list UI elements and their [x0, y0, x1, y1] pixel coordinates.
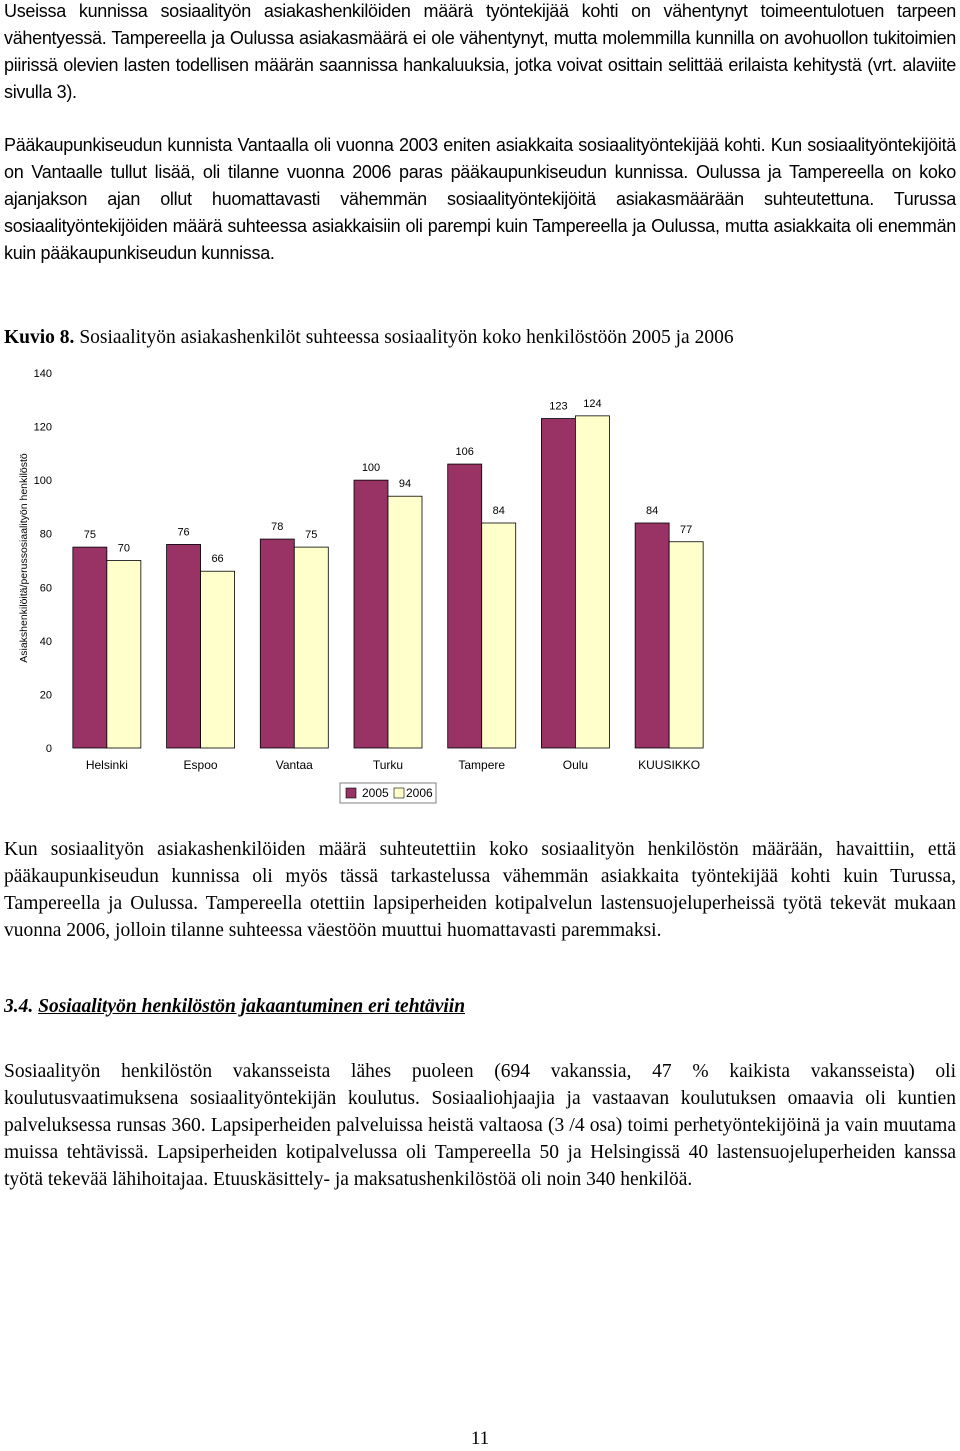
legend-label-2005: 2005	[362, 786, 389, 800]
bar-2006-vantaa	[294, 547, 328, 748]
x-tick-label: Tampere	[458, 758, 506, 772]
bar-2006-kuusikko	[669, 542, 703, 748]
data-label-2005-oulu: 123	[549, 400, 568, 413]
section-title: Sosiaalityön henkilöstön jakaantuminen eri tehtäviin	[38, 996, 466, 1017]
y-tick-label: 20	[39, 689, 52, 702]
paragraph-staff-distribution: Sosiaalityön henkilöstön vakansseista lähes puoleen (694 vakanssia, 47 % kaikista vakansseista) oli koulutusvaatimuksena sosiaalityöntekijän koulutus. Sosiaaliohjaajia ja vastaavan koulutuksen omaavia oli kuntien palveluksessa runsas 360. Lapsiperheiden palveluissa heistä valtaosa (3 /4 osa) toimi perhetyöntekijöinä ja vain muutama muissa tehtävissä. Lapsiperheiden kotipalvelussa oli Tampereella 50 ja Helsingissä 40 lastensuojeluperheiden kanssa työtä tekevää lähihoitajaa. Etuuskäsittely- ja maksatushenkilöstöä oli noin 340 henkilöä.	[4, 1061, 956, 1190]
bar-2006-turku	[388, 496, 422, 748]
data-label-2006-helsinki: 70	[117, 542, 130, 555]
y-tick-label: 40	[39, 635, 52, 648]
bar-2005-kuusikko	[635, 523, 669, 748]
y-tick-label: 80	[39, 528, 52, 541]
bar-2005-helsinki	[73, 547, 107, 748]
figure-caption	[4, 324, 956, 351]
y-axis-ticks	[34, 368, 52, 755]
x-axis-ticks	[86, 758, 700, 772]
x-tick-label: KUUSIKKO	[638, 758, 701, 772]
bar-2006-espoo	[201, 571, 235, 748]
figure-caption-text: Sosiaalityön asiakashenkilöt suhteessa sosiaalityön koko henkilöstöön 2005 ja 2006	[79, 327, 734, 348]
data-label-2005-kuusikko: 84	[646, 505, 659, 517]
section-number: 3.4.	[4, 996, 34, 1017]
data-label-2005-helsinki: 75	[83, 529, 96, 542]
data-label-2006-kuusikko: 77	[680, 523, 693, 536]
x-tick-label: Helsinki	[85, 758, 128, 772]
paragraph-capital-region: Pääkaupunkiseudun kunnista Vantaalla oli vuonna 2003 eniten asiakkaita sosiaalityöntekijää kohti. Kun sosiaalityöntekijöitä on Vantaalle tullut lisää, oli tilanne vuonna 2006 paras pääkaupunkiseudun kunnissa. Oulussa ja Tampereella on koko ajanjakson ajan ollut huomattavasti vähemmän sosiaalityöntekijöitä asiakasmäärään suhteutettuna. Turussa sosiaalityöntekijöiden määrä suhteessa asiakkaisiin oli parempi kuin Tampereella ja Oulussa, mutta asiakkaita oli enemmän kuin pääkaupunkiseudun kunnissa.	[4, 135, 956, 263]
figure-label: Kuvio 8.	[4, 327, 75, 348]
data-label-2006-oulu: 124	[583, 397, 602, 410]
bar-2006-helsinki	[107, 561, 141, 749]
y-tick-label: 120	[33, 421, 52, 434]
bar-2005-tampere	[448, 464, 482, 748]
data-label-2006-turku: 94	[398, 478, 412, 491]
y-tick-label: 0	[45, 743, 52, 755]
paragraph-intro: Useissa kunnissa sosiaalityön asiakashenkilöiden määrä työntekijää kohti on vähentynyt toimeentulotuen tarpeen vähentyessä. Tampereella ja Oulussa asiakasmäärä ei ole vähentynyt, mutta molemmilla kunnilla on avohuollon tukitoimien piirissä olevien lasten todellisen määrän saannissa hankaluuksia, jotka voivat osittain selittää erilaista kehitystä (vrt. alaviite sivulla 3).	[4, 1, 956, 102]
data-label-2006-tampere: 84	[492, 505, 505, 517]
x-tick-label: Turku	[372, 758, 404, 772]
bar-2005-turku	[354, 480, 388, 748]
legend-swatch-2005	[346, 788, 356, 798]
bar-chart	[0, 360, 960, 810]
chart-legend	[340, 783, 436, 803]
y-axis-label: Asiakshenkilöitä/perussosiaalityön henkilöstö	[18, 453, 30, 663]
data-label-2005-tampere: 106	[455, 446, 474, 459]
y-tick-label: 60	[39, 582, 52, 595]
y-tick-label: 100	[33, 475, 52, 488]
paragraph-staff-comparison: Kun sosiaalityön asiakashenkilöiden määrä suhteutettiin koko sosiaalityön henkilöstön määrään, havaittiin, että pääkaupunkiseudun kunnissa oli myös tässä tarkastelussa vähemmän asiakkaita työntekijää kohti kuin Turussa, Tampereella ja Oulussa. Tampereella otettiin lapsiperheiden kotipalvelun lastensuojeluperheissä työtä tekevät mukaan vuonna 2006, jolloin tilanne suhteessa väestöön muuttui huomattavasti paremmaksi.	[4, 839, 956, 941]
bar-2005-vantaa	[260, 539, 294, 748]
legend-swatch-2006	[394, 788, 404, 798]
legend-label-2006: 2006	[406, 786, 433, 800]
bar-2006-tampere	[482, 523, 516, 748]
bar-2005-espoo	[167, 544, 201, 748]
page-number: 11	[470, 1428, 490, 1449]
bar-series	[73, 398, 703, 748]
data-label-2005-turku: 100	[361, 462, 381, 475]
x-tick-label: Oulu	[562, 758, 589, 772]
y-tick-label: 140	[33, 368, 52, 380]
x-tick-label: Espoo	[183, 758, 218, 772]
data-label-2006-espoo: 66	[211, 553, 224, 566]
data-label-2005-vantaa: 78	[271, 521, 284, 534]
bar-2006-oulu	[575, 416, 609, 748]
data-label-2005-espoo: 76	[177, 526, 190, 539]
data-label-2006-vantaa: 75	[305, 529, 318, 542]
x-tick-label: Vantaa	[275, 758, 313, 772]
section-heading	[4, 996, 465, 1018]
bar-2005-oulu	[541, 419, 575, 748]
